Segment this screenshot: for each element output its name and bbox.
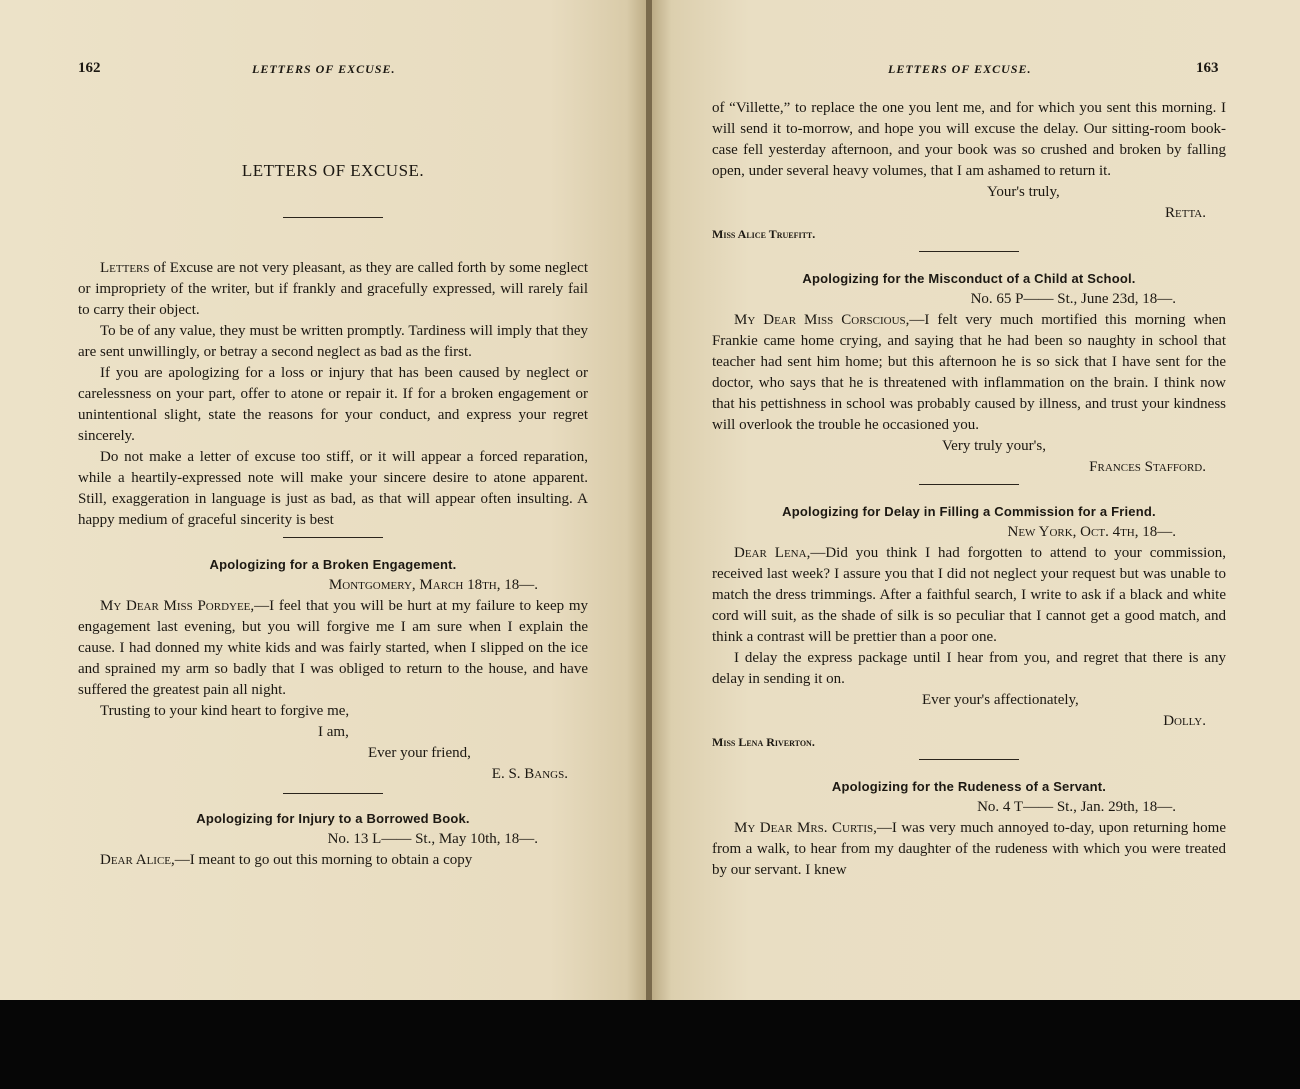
letter-salutation: Dear Lena, <box>734 545 811 561</box>
letter-body <box>712 310 1226 436</box>
left-page <box>0 0 646 1000</box>
letter-recipient: Miss Alice Truefitt. <box>712 227 816 241</box>
letter-closing: Very truly your's, <box>942 438 1046 454</box>
letter-signature: Frances Stafford. <box>1089 459 1206 475</box>
page-number: 163 <box>1196 60 1219 76</box>
bottom-border <box>0 1000 1300 1089</box>
letter-address: Montgomery, March 18th, 18—. <box>328 577 538 593</box>
letter-address: No. 4 T—— St., Jan. 29th, 18—. <box>977 799 1176 815</box>
chapter-title: LETTERS OF EXCUSE. <box>241 161 425 180</box>
letter-salutation: My Dear Mrs. Curtis, <box>734 820 877 836</box>
letter-body <box>78 596 588 701</box>
right-page <box>652 0 1300 1000</box>
letter-body <box>712 818 1226 881</box>
letter-body <box>78 850 588 871</box>
letter-body-text: —I feel that you will be hurt at my failure to keep my engagement last evening, but you will forgive me I am sure when I explain the cause. I had donned my white kids and was fairly started, when I slipped on the ice and sprained my arm so badly that I was obliged to return to the house, and have suffered the greatest pain all night. <box>78 598 588 698</box>
letter-address: New York, Oct. 4th, 18—. <box>1007 524 1176 540</box>
running-head: LETTERS OF EXCUSE. <box>888 62 1032 76</box>
letter-heading: Apologizing for a Broken Engagement. <box>209 557 457 572</box>
intro-lead: Letters <box>100 260 150 276</box>
letter-closing: Your's truly, <box>987 184 1060 200</box>
page-number: 162 <box>78 60 101 76</box>
letter-body-text: —Did you think I had forgotten to attend to your commission, received last week? I assure you that I did not neglect your request but was unable to match the dress trimmings. After a faithful search, I write to ask if a black and white cord will suit, as the shade of silk is so peculiar that I cannot get a good match, and think a contrast will be prettier than a poor one. <box>712 545 1226 645</box>
letter-body-text: —I was very much annoyed to-day, upon returning home from a walk, to hear from my daughter of the rudeness with which you were treated by our servant. I knew <box>712 820 1227 878</box>
letter-closing: Trusting to your kind heart to forgive me, <box>100 703 350 719</box>
letter-recipient: Miss Lena Riverton. <box>712 735 815 749</box>
intro-paragraph-4: Do not make a letter of excuse too stiff, or it will appear a forced reparation, while a heartily-expressed note will make your sincere desire to atone apparent. Still, exaggeration in language is just as bad, as that will appear often insulting. A happy medium of graceful sincerity is best <box>78 449 588 528</box>
letter-heading: Apologizing for the Rudeness of a Servant. <box>831 779 1107 794</box>
running-head: LETTERS OF EXCUSE. <box>252 62 396 76</box>
left-page-content <box>78 160 588 871</box>
letter-closing-2: I am, <box>318 724 349 740</box>
letter-salutation: Dear Alice, <box>100 852 175 868</box>
letter-heading: Apologizing for Delay in Filling a Commission for a Friend. <box>782 504 1156 519</box>
letter-body-text: —I felt very much mortified this morning when Frankie came home crying, and saying that he had been so naughty in school that teacher had sent him home; but this afternoon he is so sick that I have sent for the doctor, who says that he is threatened with inflammation on the brain. I think now that his pettishness in school was probably caused by illness, and trust your kindness will overlook the trouble he occasioned you. <box>712 312 1226 433</box>
letter-address: No. 65 P—— St., June 23d, 18—. <box>970 291 1176 307</box>
letter-salutation: My Dear Miss Pordyee, <box>100 598 255 614</box>
letter-closing-3: Ever your friend, <box>368 745 471 761</box>
letter-heading: Apologizing for Injury to a Borrowed Book. <box>196 811 470 826</box>
intro-text: of Excuse are not very pleasant, as they are called forth by some neglect or impropriety of the writer, but if frankly and gracefully expressed, will rarely fail to carry their object. <box>78 260 588 318</box>
intro-paragraph-1 <box>78 258 588 321</box>
letter-closing: Ever your's affectionately, <box>922 692 1079 708</box>
letter-address: No. 13 L—— St., May 10th, 18—. <box>327 831 538 847</box>
letter-signature: E. S. Bangs. <box>491 766 568 782</box>
letter-signature: Dolly. <box>1163 713 1206 729</box>
letter-body <box>712 543 1226 648</box>
letter-salutation: My Dear Miss Corscious, <box>734 312 910 328</box>
right-page-content <box>712 98 1226 881</box>
letter-body-text: —I meant to go out this morning to obtain a copy <box>174 852 473 868</box>
letter-heading: Apologizing for the Misconduct of a Child at School. <box>802 271 1136 286</box>
letter-body-2: I delay the express package until I hear from you, and regret that there is any delay in sending it on. <box>712 650 1226 687</box>
intro-paragraph-3: If you are apologizing for a loss or injury that has been caused by neglect or carelessness on your part, offer to atone or repair it. If for a broken engagement or unintentional slight, state the reasons for your conduct, and express your regret sincerely. <box>78 365 588 444</box>
intro-paragraph-2: To be of any value, they must be written promptly. Tardiness will imply that they are sent unwillingly, or betray a second neglect as bad as the first. <box>78 323 588 360</box>
letter-signature: Retta. <box>1165 205 1206 221</box>
continued-letter-body: of “Villette,” to replace the one you lent me, and for which you sent this morning. I will send it to-morrow, and hope you will excuse the delay. Our sitting-room book-case fell yesterday afternoon, and your book was so crushed and broken by falling open, under several heavy volumes, that I am ashamed to return it. <box>712 100 1226 179</box>
